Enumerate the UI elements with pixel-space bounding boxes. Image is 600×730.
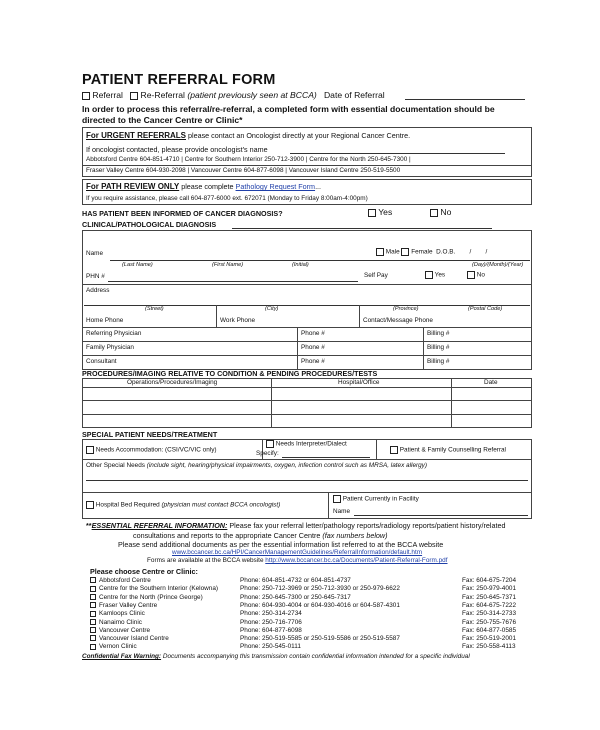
centres-heading: Please choose Centre or Clinic: (90, 567, 198, 576)
counselling-label: Patient & Family Counselling Referral (399, 446, 506, 454)
centre-fax: Fax: 250-519-2001 (462, 635, 517, 643)
facility-name-label: Name (333, 508, 351, 515)
phn-field[interactable] (108, 281, 358, 282)
physician-col-divider-2 (423, 327, 424, 370)
centre-phone: Phone: 604-930-4004 or 604-930-4016 or 604-587-4301 (240, 601, 400, 609)
patient-row-divider-4 (82, 355, 532, 356)
diagnosis-no-label: No (440, 207, 452, 217)
referring-phone-label: Phone # (301, 330, 325, 337)
province-hint: (Province) (393, 306, 419, 312)
accommodation-option[interactable] (86, 446, 217, 454)
needs-row-divider-2 (82, 492, 532, 493)
diagnosis-no-checkbox[interactable] (430, 209, 438, 217)
centre-name: Nanaimo Clinic (99, 618, 142, 626)
female-label: Female (411, 248, 433, 256)
centre-phone: Phone: 604-851-4732 or 604-851-4737 (240, 577, 351, 584)
oncologist-label: If oncologist contacted, please provide oncologist's name (86, 145, 268, 154)
essential-text-2: consultations and reports to the appropriate Cancer Centre (133, 531, 321, 540)
centre-checkbox[interactable] (90, 586, 96, 592)
specify-label: Specify: (256, 450, 279, 457)
form-title: PATIENT REFERRAL FORM (82, 72, 276, 88)
procedures-col-date: Date (484, 379, 498, 386)
centre-checkbox[interactable] (90, 635, 96, 641)
dob-separator-1: / (469, 248, 472, 256)
procedures-heading: PROCEDURES/IMAGING RELATIVE TO CONDITION & PENDING PROCEDURES/TESTS (82, 369, 378, 378)
interpreter-checkbox[interactable] (266, 440, 274, 448)
diagnosis-yes-option[interactable] (368, 207, 392, 217)
diagnosis-yes-label: Yes (378, 207, 393, 217)
pathology-request-form-link[interactable]: Pathology Request Form (235, 182, 316, 191)
first-name-hint: (First Name) (212, 262, 244, 268)
referral-type-row (82, 90, 385, 100)
procedures-col-procedures: Operations/Procedures/Imaging (127, 379, 218, 386)
clinical-diagnosis-field[interactable] (232, 228, 492, 229)
centre-name: Vancouver Centre (99, 626, 151, 634)
centre-fax: Fax: 250-755-7676 (462, 618, 517, 626)
referring-physician-label: Referring Physician (86, 330, 142, 337)
needs-col-divider-2 (376, 439, 377, 459)
referral-checkbox[interactable] (82, 92, 90, 100)
path-review-row (86, 182, 321, 191)
centre-name: Vernon Clinic (99, 643, 137, 651)
hospital-bed-note: (physician must contact BCCA oncologist) (161, 501, 281, 509)
centre-phone: Phone: 250-545-0111 (240, 643, 301, 651)
name-label: Name (86, 250, 104, 257)
patient-row-divider-3 (82, 341, 532, 342)
dob-separator-2: / (485, 248, 488, 256)
family-physician-label: Family Physician (86, 344, 134, 351)
centre-row[interactable] (90, 602, 157, 609)
essential-line-2 (133, 531, 388, 540)
facility-option[interactable] (333, 495, 419, 503)
urgent-contacts-line-2: Fraser Valley Centre 604-930-2098 | Vancouver Centre 604-877-6098 | Vancouver Island Centre 250-519-5500 (86, 167, 401, 174)
centre-row[interactable] (90, 643, 137, 650)
centre-row[interactable] (90, 610, 145, 617)
initial-hint: (Initial) (292, 262, 309, 268)
centre-name: Centre for the North (Prince George) (99, 593, 203, 601)
patient-row-divider-2 (82, 327, 532, 328)
other-needs-field-1[interactable] (86, 480, 528, 481)
centre-name: Kamloops Clinic (99, 610, 145, 618)
urgent-heading: For URGENT REFERRALS (86, 131, 186, 140)
centre-fax: Fax: 250-558-4113 (462, 643, 516, 651)
counselling-option[interactable] (390, 446, 506, 454)
procedures-row-1[interactable] (82, 387, 532, 388)
path-review-assist: If you require assistance, please call 604-877-6000 ext. 672071 (Monday to Friday 8:00am-4:00pm) (86, 195, 368, 202)
oncologist-name-field[interactable] (290, 153, 505, 154)
other-needs-label: Other Special Needs (86, 462, 145, 469)
referral-label: Referral (92, 90, 123, 100)
centre-name: Abbotsford Centre (99, 577, 151, 584)
essential-heading: ESSENTIAL REFERRAL INFORMATION: (91, 521, 228, 530)
other-needs-row (86, 462, 427, 469)
forms-text: Forms are available at the BCCA website (147, 557, 264, 564)
intro-line-1: In order to process this referral/re-referral, a completed form with essential documentation should be (82, 104, 495, 114)
hospital-bed-checkbox[interactable] (86, 501, 94, 509)
postal-code-hint: (Postal Code) (468, 306, 503, 312)
fax-warning (82, 653, 470, 660)
centre-row[interactable] (90, 619, 142, 626)
hospital-bed-label: Hospital Bed Required (95, 501, 160, 509)
urgent-divider (82, 165, 532, 166)
forms-pdf-link[interactable]: http://www.bccancer.bc.ca/Documents/Patient-Referral-Form.pdf (265, 557, 448, 564)
consultant-phone-label: Phone # (301, 358, 325, 365)
phone-col-divider-1 (216, 305, 217, 327)
facility-name-field[interactable] (354, 515, 528, 516)
essential-text-1: Please fax your referral letter/pathology reports/radiology reports/patient history/related (229, 521, 506, 530)
self-pay-no-label: No (476, 271, 485, 279)
centre-fax: Fax: 604-675-7204 (462, 577, 517, 584)
facility-label: Patient Currently in Facility (342, 495, 419, 503)
procedures-col-divider-1 (271, 378, 272, 428)
work-phone-label: Work Phone (220, 317, 256, 324)
diagnosis-no-option[interactable] (430, 207, 451, 217)
referring-billing-label: Billing # (427, 330, 450, 337)
consultant-billing-label: Billing # (427, 358, 450, 365)
accommodation-checkbox[interactable] (86, 446, 94, 454)
fax-warning-text: Documents accompanying this transmission contain confidential information intended for a specific individual (162, 653, 470, 660)
rereferral-note: (patient previously seen at BCCA) (187, 90, 317, 100)
self-pay-label: Self Pay (364, 272, 388, 279)
fax-warning-label: Confidential Fax Warning: (82, 653, 162, 660)
centre-name: Fraser Valley Centre (99, 601, 158, 609)
self-pay-yes-option[interactable] (425, 271, 445, 279)
centre-phone: Phone: 250-712-3969 or 250-712-3930 or 250-979-6622 (240, 585, 400, 593)
self-pay-no-checkbox[interactable] (467, 271, 475, 279)
self-pay-no-option[interactable] (467, 271, 485, 279)
physician-col-divider-1 (297, 327, 298, 370)
centre-fax: Fax: 250-314-2733 (462, 610, 517, 618)
forms-line (147, 557, 448, 564)
centre-checkbox[interactable] (90, 602, 96, 608)
male-checkbox[interactable] (376, 248, 384, 256)
specify-field[interactable] (282, 457, 370, 458)
centre-checkbox[interactable] (90, 594, 96, 600)
urgent-contacts-line-1: Abbotsford Centre 604-851-4710 | Centre for Southern Interior 250-712-3900 | Centre for the North 250-645-7300 | (86, 156, 411, 163)
urgent-heading-row (86, 131, 410, 140)
centre-fax: Fax: 604-877-0585 (462, 626, 517, 634)
centre-fax: Fax: 604-675-7222 (462, 601, 517, 609)
centre-checkbox[interactable] (90, 611, 96, 617)
phone-col-divider-2 (359, 305, 360, 327)
rereferral-checkbox[interactable] (130, 92, 138, 100)
essential-fax-note: (fax numbers below) (322, 531, 388, 540)
needs-col-divider-3 (328, 492, 329, 519)
city-hint: (City) (265, 306, 279, 312)
centre-phone: Phone: 250-314-2734 (240, 610, 302, 618)
self-pay-yes-checkbox[interactable] (425, 271, 433, 279)
family-billing-label: Billing # (427, 344, 450, 351)
essential-star: ** (86, 521, 92, 530)
self-pay-yes-label: Yes (434, 271, 446, 279)
essential-line-3: Please send additional documents as per the essential information list referred to at the BCCA website (118, 540, 444, 549)
interpreter-label: Needs Interpreter/Dialect (275, 440, 347, 448)
needs-row-divider-1 (82, 459, 532, 460)
contact-phone-label: Contact/Message Phone (363, 317, 433, 324)
centre-row[interactable] (90, 577, 151, 584)
procedures-col-divider-2 (451, 378, 452, 428)
clinical-diagnosis-label: CLINICAL/PATHOLOGICAL DIAGNOSIS (82, 220, 217, 229)
dob-label: D.O.B. (436, 248, 456, 256)
centre-checkbox[interactable] (90, 627, 96, 633)
other-needs-note: (include sight, hearing/physical impairments, oxygen, infection control such as MRSA, latex allergy) (146, 462, 428, 469)
centre-fax: Fax: 250-979-4001 (462, 585, 517, 593)
family-phone-label: Phone # (301, 344, 325, 351)
urgent-text: please contact an Oncologist directly at your Regional Cancer Centre. (188, 131, 411, 140)
centre-phone: Phone: 604-877-6098 (240, 626, 302, 634)
procedures-row-2[interactable] (82, 400, 532, 401)
centre-row[interactable] (90, 627, 150, 634)
centre-name: Vancouver Island Centre (99, 635, 169, 643)
sex-dob-row (376, 248, 487, 256)
centre-row[interactable] (90, 585, 218, 592)
procedures-col-hospital: Hospital/Office (338, 379, 380, 386)
rereferral-label: Re-Referral (140, 90, 185, 100)
special-needs-heading: SPECIAL PATIENT NEEDS/TREATMENT (82, 430, 218, 439)
patient-row-divider-1 (82, 284, 532, 285)
centre-checkbox[interactable] (90, 619, 96, 625)
male-label: Male (385, 248, 400, 256)
centre-phone: Phone: 250-716-7706 (240, 618, 302, 626)
centre-row[interactable] (90, 635, 169, 642)
home-phone-label: Home Phone (86, 317, 124, 324)
essential-line-1 (86, 521, 505, 530)
path-review-heading: For PATH REVIEW ONLY (86, 182, 180, 191)
date-of-referral-label: Date of Referral (323, 90, 385, 100)
interpreter-option[interactable] (266, 440, 347, 448)
centre-phone: Phone: 250-519-5585 or 250-519-5586 or 250-519-5587 (240, 635, 400, 643)
centre-fax: Fax: 250-645-7371 (462, 593, 517, 601)
name-field[interactable] (110, 260, 530, 261)
centre-phone: Phone: 250-645-7300 or 250-645-7317 (240, 593, 351, 601)
female-checkbox[interactable] (401, 248, 409, 256)
dmy-hint: (Day)/(Month)/(Year) (472, 262, 524, 268)
bed-option[interactable] (86, 501, 280, 509)
path-review-text: please complete (181, 182, 234, 191)
centre-row[interactable] (90, 594, 203, 601)
centre-checkbox[interactable] (90, 577, 96, 583)
street-hint: (Street) (145, 306, 164, 312)
phn-label: PHN # (86, 273, 105, 280)
accommodation-label: Needs Accommodation: (CSI/VC/VIC only) (95, 446, 217, 454)
intro-line-2: directed to the Cancer Centre or Clinic* (82, 115, 243, 125)
diagnosis-yes-checkbox[interactable] (368, 209, 376, 217)
address-label: Address (86, 287, 110, 294)
referral-info-link[interactable]: www.bccancer.bc.ca/HPI/CancerManagementGuidelines/ReferralInformation/default.htm (172, 549, 423, 556)
path-review-ellipsis: ... (315, 182, 322, 191)
diagnosis-question: HAS PATIENT BEEN INFORMED OF CANCER DIAGNOSIS? (82, 209, 283, 218)
last-name-hint: (Last Name) (122, 262, 153, 268)
date-of-referral-field[interactable] (405, 99, 525, 100)
procedures-row-3[interactable] (82, 414, 532, 415)
facility-checkbox[interactable] (333, 495, 341, 503)
centre-name: Centre for the Southern Interior (Kelowna) (99, 585, 218, 593)
centre-checkbox[interactable] (90, 644, 96, 650)
counselling-checkbox[interactable] (390, 446, 398, 454)
consultant-label: Consultant (86, 358, 117, 365)
